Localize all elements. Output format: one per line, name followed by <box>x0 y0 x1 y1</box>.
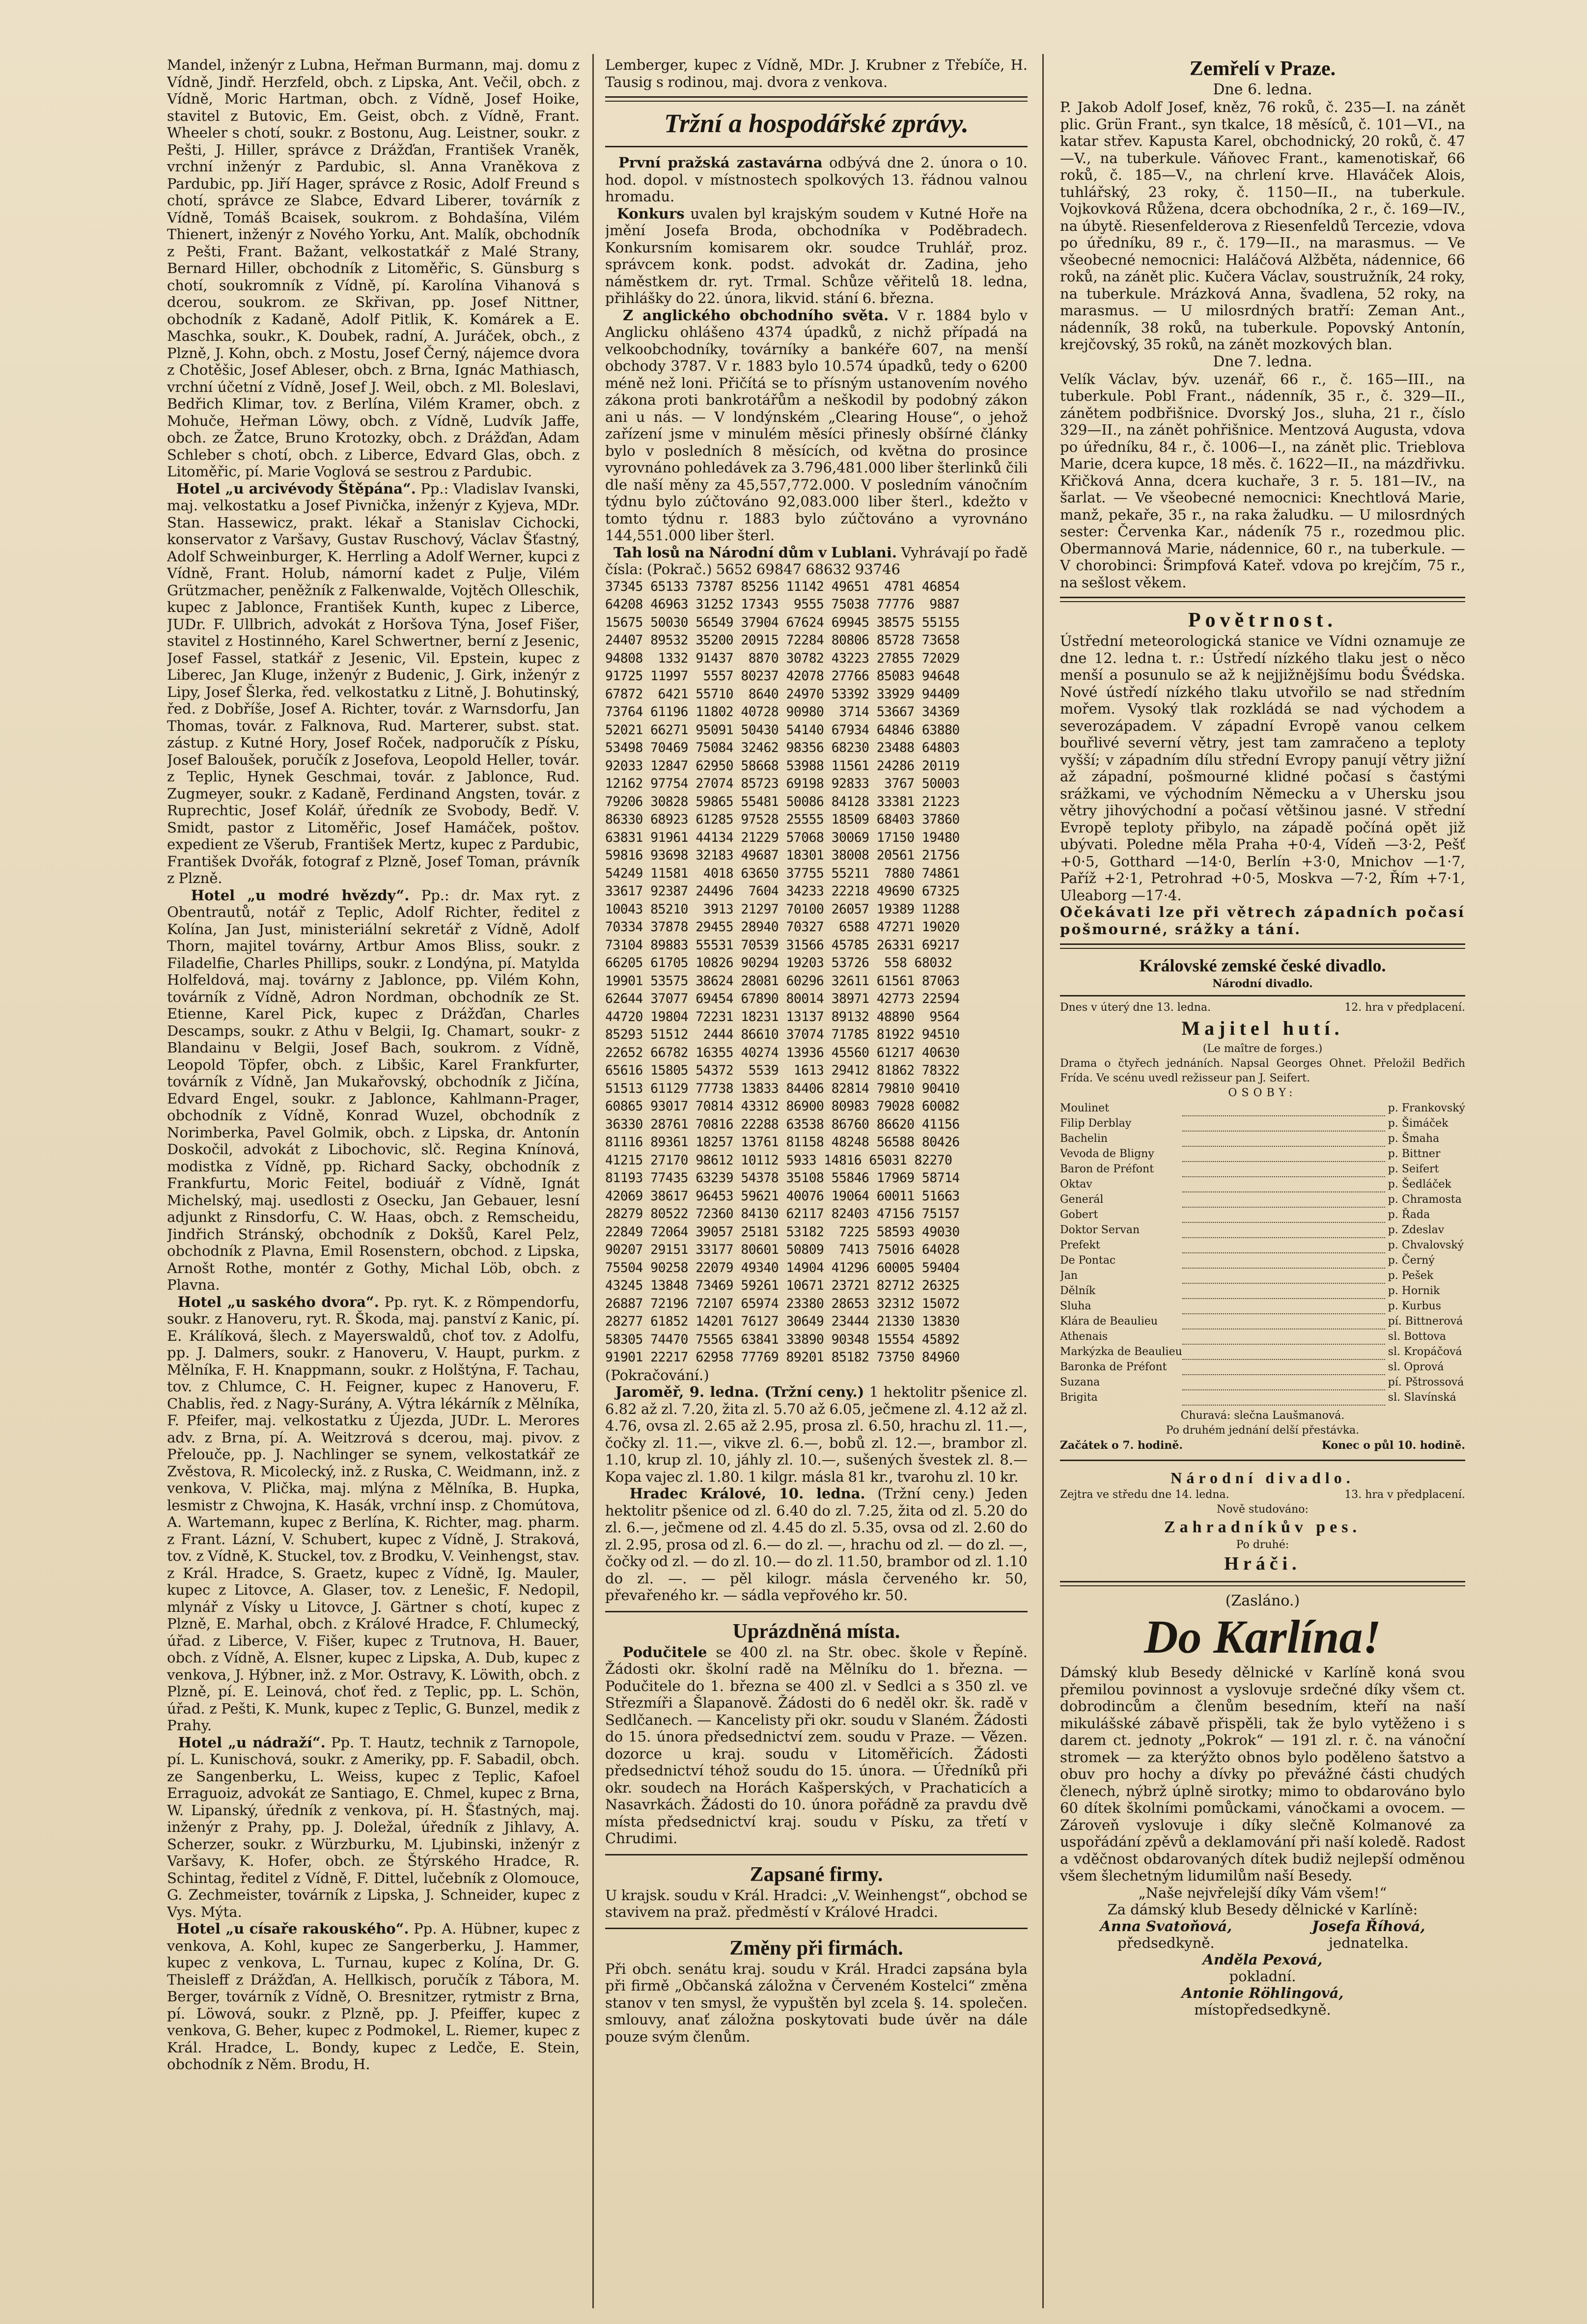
dot-leader <box>1182 1329 1385 1344</box>
lottery-row: 43245 13848 73469 59261 10671 23721 82712 26325 <box>605 1278 960 1293</box>
cast-actor: sl. Oprová <box>1388 1361 1444 1373</box>
news-item <box>605 1383 1028 1485</box>
cast-row <box>1060 1222 1465 1238</box>
cast-actor: p. Šedláček <box>1388 1178 1451 1190</box>
lottery-row: 22652 66782 16355 40274 13936 45560 61217 40630 <box>605 1045 960 1060</box>
news-item-text: se 400 zl. na Str. obec. škole v Řepíně. Žádosti okr. školní radě na Mělníku do 1. března. — Podučitele do 1. března se 400 zl. v Sedlci a s 350 zl. ve Střezmíři a Šlapanově. Žádosti do 6 neděl okr. šk. radě v Sedlčanech. — Kancelisty při okr. soudu v Slaném. Žádosti do 15. února předsednictví zem. soudu v Praze. — Vězen. dozorce u kraj. soudu v Litoměřicích. Žádosti předsednictví téhož soudu do 15. února. — Úředníků při okr. soudech na Horách Kašperských, v Prachaticích a Nasavrkách. Žádosti do 10. února pořádně za pravdu dvě místa předsednictví kraj. soudu v Písku, za třetí v Chrudimi. <box>605 1643 1028 1847</box>
hotel-guests: Pp. A. Hübner, kupec z venkova, A. Kohl, kupec ze Sangerberku, J. Hammer, kupec z venkova, L. Turnau, kupec z Kolína, Dr. G. Theisleff z Drážďan, A. Hellkisch, poručík z Tábora, M. Berger, továrník z Vídně, O. Bresnitzer, rytmistr z Brna, pí. Löwová, soukr. z Plzně, pp. J. Pfeiffer, kupec z venkova, G. Beher, kupec z Podmokel, L. Riemer, kupec z Král. Hradce, L. Bondy, kupec z Ledče, E. Stein, obchodník z Něm. Brodu, H. <box>167 1920 580 2073</box>
theatre-subheading: Národní divadlo. <box>1212 977 1313 990</box>
deaths-list: P. Jakob Adolf Josef, kněz, 76 roků, č. 235—I. na zánět plic. Grün Frant., syn tkalce, 18 měsíců, č. 101—VI., na katar střev. Kapusta Karel, obchodnický, 20 roků, č. 47—V., na tuberkule. Váňovec Frant., kamenotiskař, 66 roků, č. 185—V., na chrlení krve. Hlaváček Alois, tuhlářský, 23 roky, č. 1150—II., na tuberkule. Vojkovková Růžena, dcera obchodníka, 2 r., č. 169—IV., na úbytě. Riesenfelderova z Riesenfeldů Tercezie, vdova po úředníku, 89 r., č. 179—II., na marasmus. — Ve všeobecné nemocnici: Haláčová Alžběta, nádennice, 66 roků, na zánět plic. Kučera Václav, soustružník, 24 roky, na tuberkule. Mrázková Anna, švadlena, 52 roky, na marasmus. — U milosrdných bratří: Zeman Ant., nádenník, 38 roků, na tuberkule. Popovský Antonín, krejčovský, 35 roků, na zánět mozkových blan. <box>1060 99 1465 353</box>
lottery-row: 67872 6421 55710 8640 24970 53392 33929 94409 <box>605 686 960 702</box>
sent-in-label: (Zasláno.) <box>1225 1592 1300 1609</box>
cast-actor: p. Bittner <box>1388 1148 1441 1160</box>
second-play-title: Zahradníkův pes. <box>1164 1518 1361 1536</box>
cast-actor: p. Zdeslav <box>1388 1224 1445 1236</box>
dot-leader <box>1182 1192 1385 1207</box>
cast-role: Markýzka de Beaulieu <box>1060 1346 1182 1358</box>
play-description: Drama o čtyřech jednáních. Napsal Georges Ohnet. Přeložil Bedřich Frída. Ve scénu uvedl režisseur pan J. Seifert. <box>1060 1057 1465 1084</box>
section-divider <box>1060 943 1465 949</box>
cast-actor: pí. Bittnerová <box>1388 1315 1463 1328</box>
cast-row <box>1060 1116 1465 1131</box>
cast-role: Baron de Préfont <box>1060 1163 1154 1175</box>
lottery-row: 66205 61705 10826 90294 19203 53726 558 68032 <box>605 955 952 970</box>
dot-leader <box>1182 1177 1385 1192</box>
cast-actor: sl. Bottova <box>1388 1330 1446 1343</box>
guest-list-continuation: Lemberger, kupec z Vídně, MDr. J. Krubner z Třebíče, H. Tausig s rodinou, maj. dvora z venkova. <box>605 56 1028 90</box>
cast-actor: pí. Pštrossová <box>1388 1376 1464 1388</box>
hotel-name: Hotel „u saského dvora“. <box>177 1293 379 1310</box>
cast-row <box>1060 1101 1465 1116</box>
cast-row <box>1060 1359 1465 1375</box>
lottery-row: 58305 74470 75565 63841 33890 90348 15554 45892 <box>605 1331 960 1347</box>
cast-role: Oktav <box>1060 1178 1092 1190</box>
lottery-row: 62644 37077 69454 67890 80014 38971 42773 22594 <box>605 991 960 1006</box>
lottery-row: 92033 12847 62950 58668 53988 11561 24286 20119 <box>605 758 960 774</box>
cast-role: Baronka de Préfont <box>1060 1361 1167 1373</box>
dot-leader <box>1182 1116 1385 1131</box>
section-heading-firms: Zapsané firmy. <box>750 1863 883 1886</box>
news-item <box>605 154 1028 205</box>
cast-list <box>1060 1101 1465 1406</box>
hotel-name: Hotel „u arcivévody Štěpána“. <box>176 480 416 497</box>
signatory-role: pokladní. <box>1229 1967 1296 1985</box>
news-item-title: Tah losů na Národní dům v Lublani. <box>613 544 897 561</box>
cast-row <box>1060 1375 1465 1390</box>
signatory-role: místopředsedkyně. <box>1194 2001 1331 2018</box>
section-divider <box>605 1611 1028 1612</box>
dot-leader <box>1182 1268 1385 1283</box>
news-item-title: Hradec Králové, 10. ledna. <box>629 1485 865 1502</box>
dot-leader <box>1182 1375 1385 1390</box>
news-item <box>605 307 1028 544</box>
news-item-text: Při obch. senátu kraj. soudu v Král. Hradci zapsána byla při firmě „Občanská záložna v Červeném Kostelci“ změna stanov v ten smysl, že vypuštěn byl zcela §. 14. společen. smlouvy, anať záložna poskytovati bude úvěr na dále pouze svým členům. <box>605 1960 1028 2045</box>
lottery-row: 41215 27170 98612 10112 5933 14816 65031 82270 <box>605 1152 952 1168</box>
dot-leader <box>1182 1162 1385 1177</box>
cast-actor: p. Chvalovský <box>1388 1239 1464 1251</box>
dot-leader <box>1182 1359 1385 1375</box>
cast-role: Vevoda de Bligny <box>1060 1148 1154 1160</box>
column-rule <box>592 54 594 2308</box>
lottery-row: 94808 1332 91437 8870 30782 43223 27855 72029 <box>605 650 960 666</box>
column-rule <box>1042 54 1044 2308</box>
cast-role: Sluha <box>1060 1300 1091 1312</box>
cast-row <box>1060 1192 1465 1207</box>
cast-row <box>1060 1299 1465 1314</box>
club-signature-line: Za dámský klub Besedy dělnické v Karlíně: <box>1107 1901 1418 1918</box>
lottery-row: 85293 51512 2444 86610 37074 71785 81922 94510 <box>605 1027 960 1042</box>
news-item-text: V r. 1884 bylo v Anglicku ohlášeno 4374 úpadků, z nichž případá na velkoobchodníky, továrníky a bankéře 607, na menší obchody 3787. V r. 1883 bylo 10.574 úpadků, tedy o 6200 méně než loni. Přičítá se to přísným ustanovením nového zákona proti bankrotářům a neškodil by podobný zákon ani u nás. — V londýnském „Clearing House“, o jehož zařízení jsme v minulém měsíci přinesly obšírné články bylo v posledních 8 měsících, od května do prosince vyrovnáno pohledávek za 3.796,481.000 liber šterlinků čili dle naší měny za 45,557,772.000. V posledním vánočním týdnu bylo zúčtováno 92,083.000 liber šterl., kdežto v tomto týdnu r. 1883 bylo zúčtováno a vyrovnáno 144,551.000 liber šterl. <box>605 306 1028 544</box>
lottery-row: 70334 37878 29455 28940 70327 6588 47271 19020 <box>605 919 960 935</box>
signature-block <box>1312 1918 1425 1951</box>
lottery-row: 65616 15805 54372 5539 1613 29412 81862 78322 <box>605 1063 960 1078</box>
newly-studied-label: Nově studováno: <box>1217 1503 1309 1516</box>
dot-leader <box>1182 1299 1385 1314</box>
dot-leader <box>1182 1207 1385 1222</box>
subscription-note: 12. hra v předplacení. <box>1344 1001 1465 1014</box>
lottery-row: 33617 92387 24496 7604 34233 22218 49690 67325 <box>605 884 960 899</box>
lottery-row: 90207 29151 33177 80601 50809 7413 75016 64028 <box>605 1242 960 1257</box>
guest-list-paragraph: Mandel, inženýr z Lubna, Heřman Burmann, maj. domu z Vídně, Jindř. Herzfeld, obch. z Lipska, Ant. Večil, obch. z Vídně, Moric Hartman, obch. z Vídně, Josef Hoike, stavitel z Butovic, Em. Geist, obch. z Vídně, Frant. Wheeler s chotí, soukr. z Bostonu, Aug. Leistner, soukr. z Pešti, J. Hiller, správce z Drážďan, František Vraněk, vrchní inženýr z Pardubic, sl. Anna Vraněkova z Pardubic, pp. Jiří Hager, správce z Rosic, Adolf Freund s chotí, správce ze Slabce, Edvard Liberer, továrník z Vídně, Tomáš Bcaisek, soukrom. z Bohdašína, Vilém Thienert, inženýr z Nového Yorku, Ant. Malík, obchodník z Pešti, Frant. Bažant, velkostatkář z Malé Strany, Bernard Hiller, obchodník z Litoměřic, S. Günsburg s chotí, soukromník z Vídně, pí. Karolína Vihanová s dcerou, soukrom. ze Skřivan, pp. Josef Nittner, obchodník z Kadaně, Adolf Pitlik, K. Komárek a E. Maschka, soukr., K. Doubek, radní, A. Juráček, obch., z Plzně, J. Kohn, obch. z Mostu, Josef Černý, nájemce dvora z Chotěšic, Josef Ableser, obch. z Brna, Ignác Mathiasch, vrchní účetní z Vídně, Josef J. Weil, obch. z Ml. Boleslavi, Bedřich Klimar, tov. z Berlína, Vilém Kramer, obch. z Mohuče, Heřman Löwy, obch. z Vídně, Ludvík Jaffe, obch. ze Žatce, Bruno Krotozky, obch. z Drážďan, Adam Schleber s chotí, obch. z Liberce, Edvard Glas, obch. z Litoměřic, pí. Marie Voglová se sestrou z Pardubic. <box>167 56 580 480</box>
lottery-row: 26887 72196 72107 65974 23380 28653 32312 15072 <box>605 1296 960 1311</box>
cast-row <box>1060 1268 1465 1283</box>
cast-actor: p. Pešek <box>1388 1270 1434 1282</box>
dot-leader <box>1182 1314 1385 1329</box>
hotel-name: Hotel „u císaře rakouského“. <box>176 1920 409 1937</box>
end-time: Konec o půl 10. hodině. <box>1321 1439 1465 1452</box>
weather-report: Ústřední meteorologická stanice ve Vídni oznamuje ze dne 12. ledna t. r.: Ústředí nízkého tlaku jest o něco menší a posunulo se až k nejjižnějšímu bodu Švédska. Nové ústředí nízkého tlaku utvořilo se nad středním mořem. Vysoký tlak rozkládá se nad východem a severozápadem. V západní Evropě vanou celkem bouřlivé severní větry, jest tam zamračeno a teploty vyšší; v západním dílu střední Evropy panují větry jižní až západní, pošmourné klidné počasí s častými srážkami, ve východním Německu a v Uhersku jsou větry jihovýchodní a počasí většinou jasné. V střední Evropě teploty přibylo, na západě počíná opět již ubývati. Poledne měla Praha +0·4, Vídeň —3·2, Pešť +0·5, Gotthard —14·0, Berlín +3·0, Mnichov —1·7, Paříž +2·1, Petrohrad +0·5, Moskva —7·2, Řím +7·1, Uleaborg —17·4. <box>1060 633 1465 904</box>
cast-role: Bachelin <box>1060 1133 1108 1145</box>
national-theatre-subscription: 13. hra v předplacení. <box>1344 1489 1465 1501</box>
play-original-title: (Le maître de forges.) <box>1202 1043 1323 1055</box>
hotel-guests: Pp.: Vladislav Ivanski, maj. velkostatku a Josef Pivnička, inženýr z Kyjeva, MDr. Stan. Hassewicz, prakt. lékař a Stanislav Cichocki, konservator z Varšavy, Gustav Ruschový, Václav Šťastný, Adolf Schweinburger, K. Herrling a Adolf Werner, kupci z Vídně, Frant. Holub, námorní kadet z Pulje, Vilém Grützmacher, peněžník z Falkenwalde, Vojtěch Olleschik, kupec z Jablonce, František Kunth, kupec z Liberce, JUDr. F. Ullbrich, advokát z Horšova Týna, Josef Fišer, stavitel z Hostinného, Karel Schwertner, berní z Jesenic, Josef Fassel, statkář z Jesenic, Vil. Epstein, kupec z Liberec, Jan Kluge, inženýr z Budenic, J. Girk, inženýr z Lipy, Josef Šlerka, řed. velkostatku z Litně, J. Bohutinský, řed. z Dobříše, Josef A. Richter, továr. z Warnsdorfu, Jan Thomas, továr. z Falknova, Rud. Marterer, subst. stat. zástup. z Kutné Hory, Josef Roček, nadporučík z Písku, Josef Baloušek, poručík z Josefova, Leopold Heller, továr. z Teplic, Hynek Geschmai, továr. z Jablonce, Rud. Zugmeyer, soukr. z Kadaně, Ferdinand Angsten, továr. z Ruprechtic, Josef Kolář, úředník ze Svobody, Bedř. V. Smidt, pastor z Litoměřic, Josef Hamáček, poštov. expedient ze Všerub, František Mertz, kupec z Pardubic, František Dvořák, fotograf z Plzně, Josef Toman, právník z Plzně. <box>167 480 580 886</box>
section-divider <box>605 1854 1028 1855</box>
deaths-list: Velík Václav, býv. uzenář, 66 r., č. 165—III., na tuberkule. Pobl Frant., nádenník, 35 r., č. 329—II., zánětem podbřišnice. Dvorský Jos., sluha, 21 r., číslo 329—II., na zánět pohřišnice. Mentzová Augusta, vdova po úředníku, 84 r., č. 1006—I., na zánět plic. Trieblova Marie, dcera kupce, 18 měs. č. 1622—II., na mázdřivku. Křičková Anna, dcera kuchaře, 3 r. 5. 181—IV., na šarlat. — Ve všeobecné nemocnici: Knechtlová Marie, manž, pekaře, 35 r., na raka žaludku. — U milosrdných sester: Červenka Kar., nádeník 75 r., rozedmou plic. Obermannová Marie, nádennice, 60 r., na tuberkule. — V chorobinci: Šrimpfová Kateř. vdova po krejčím, 75 r., na sešlost věkem. <box>1060 370 1465 591</box>
section-divider <box>605 1928 1028 1929</box>
lottery-row: 79206 30828 59865 55481 50086 84128 33381 21223 <box>605 794 960 809</box>
cast-actor: p. Hornik <box>1388 1285 1440 1297</box>
lottery-row: 91725 11997 5557 80237 42078 27766 85083 94648 <box>605 668 960 684</box>
lottery-row: 36330 28761 70816 22288 63538 86760 86620 41156 <box>605 1116 960 1132</box>
news-item-title: Podučitele <box>622 1643 707 1660</box>
cast-note: Churavá: slečna Laušmanová. <box>1180 1410 1345 1422</box>
theatre-heading: Královské zemské české divadlo. <box>1139 956 1386 975</box>
lottery-continued: (Pokračování.) <box>605 1366 709 1383</box>
news-item <box>605 205 1028 307</box>
thanks-notice: Dámský klub Besedy dělnické v Karlíně koná svou přemilou povinnost a vyslovuje srdečné díky všem ct. dobrodincům a členům besedním, kteří na naší mikulášské zábavě přispěli, tak že bylo vytěženo i s darem ct. jednoty „Pokrok“ — 191 zl. r. č. na vánoční stromek — za kterýžto obnos bylo poděleno šatstvo a obuv pro hochy a dívky po převážné části chudých členech, nýbrž úplně sirotky; mimo to obdarováno bylo 60 dítek školními pomůckami, vánočkami a ovocem. — Zároveň vyslovuje i díky slečně Kolmanové za uspořádání zpěvů a deklamování při naší koledě. Radost a vděčnost obdarovaných dítek budiž nejlepší odměnou všem šlechetným lidumilům naší Besedy. <box>1060 1664 1465 1884</box>
cast-role: De Pontac <box>1060 1254 1116 1267</box>
news-item <box>605 1644 1028 1847</box>
cast-actor: p. Řada <box>1388 1209 1430 1221</box>
cast-actor: sl. Kropáčová <box>1388 1346 1462 1358</box>
signatory-name: Josefa Říhová, <box>1312 1917 1425 1935</box>
cast-actor: p. Kurbus <box>1388 1300 1442 1312</box>
news-item-text: (Tržní ceny.) Jeden hektolitr pšenice od zl. 6.40 do zl. 7.25, žita od zl. 5.20 do zl. 6.—, ječmene od zl. 4.45 do zl. 5.35, ovsa od zl. 2.60 do zl. 2.95, prosa od zl. 6.— do zl. —, hrachu od zl. — do zl. —, čočky od zl. — do zl. 10.— do zl. 11.50, brambor od zl. 1.10 do zl. —. — pěl kilogr. másla červeného kr. 50, převařeného kr. — sádla vepřového kr. 50. <box>605 1485 1028 1604</box>
section-divider <box>1060 1581 1465 1586</box>
column-deaths-weather-theatre <box>1060 56 1465 2306</box>
news-item <box>605 1485 1028 1604</box>
cast-actor: p. Šimáček <box>1388 1117 1448 1130</box>
lottery-first-numbers: 5652 69847 68632 93746 <box>716 561 900 578</box>
persons-heading: OSOBY: <box>1228 1087 1297 1099</box>
start-time: Začátek o 7. hodině. <box>1060 1439 1183 1452</box>
dot-leader <box>1182 1344 1385 1359</box>
hotel-name: Hotel „u nádraží“. <box>178 1734 326 1751</box>
cast-role: Moulinet <box>1060 1102 1110 1114</box>
lottery-row: 28279 80522 72360 84130 62117 82403 47156 75157 <box>605 1206 960 1221</box>
cast-role: Prefekt <box>1060 1239 1100 1251</box>
hotel-guests: Pp. T. Hautz, technik z Tarnopole, pí. L. Kunischová, soukr. z Ameriky, pp. F. Sabadil, obch. ze Sangenberku, L. Weiss, kupec z Teplic, Kafoel Erraguoiz, advokát ze Santiago, E. Chmel, kupec z Brna, W. Lipanský, úředník z venkova, pí. H. Šťastných, maj. inženýr z Prahy, pp. J. Doležal, úředník z Jihlavy, A. Scherzer, soukr. z Würzburku, M. Ljubinski, inženýr z Varšavy, K. Hofer, obch. ze Štýrského Hradce, R. Schintag, ředitel z Vídně, F. Dittel, lučebník z Olomouce, G. Zechmeister, továrník z Lipska, J. Schneider, kupec z Vys. Mýta. <box>167 1734 580 1920</box>
lottery-row: 81193 77435 63239 54378 35108 55846 17969 58714 <box>605 1170 960 1186</box>
date-subheading: Dne 7. ledna. <box>1213 353 1312 370</box>
lottery-row: 73764 61196 11802 40728 90980 3714 53667 34369 <box>605 704 960 719</box>
lottery-row: 60865 93017 70814 43312 86900 80983 79028 60082 <box>605 1099 960 1114</box>
showtime-row <box>1060 1438 1465 1453</box>
lottery-row: 53498 70469 75084 32462 98356 68230 23488 64803 <box>605 740 960 755</box>
signatory-name: Anděla Pexová, <box>1202 1951 1323 1968</box>
cast-row <box>1060 1344 1465 1359</box>
cast-role: Jan <box>1060 1270 1078 1282</box>
lottery-row: 37345 65133 73787 85256 11142 49651 4781 46854 <box>605 579 960 594</box>
dot-leader <box>1182 1283 1385 1299</box>
cast-actor: p. Seifert <box>1388 1163 1439 1175</box>
news-item-text: 1 hektolitr pšenice zl. 6.82 až zl. 7.20, žita zl. 5.70 až 6.05, ječmene zl. 4.12 až zl. 4.76, ovsa zl. 2.65 až 2.95, prosa zl. 6.50, hrachu zl. 11.—, čočky zl. 11.—, vikve zl. 6.—, bobů zl. 12.—, brambor zl. 1.10, krup zl. 10, jáhly zl. 10.—, sušených švestek zl. 8.— Kopa vajec zl. 1.80. 1 kilgr. másla 81 kr., tvarohu zl. 10 kr. <box>605 1383 1028 1485</box>
national-theatre-heading: Národní divadlo. <box>1170 1469 1355 1487</box>
intermission-note: Po druhém jednání delší přestávka. <box>1166 1424 1360 1437</box>
lottery-row: 51513 61129 77738 13833 84406 82814 79810 90410 <box>605 1080 960 1096</box>
lottery-row: 91901 22217 62958 77769 89201 85182 73750 84960 <box>605 1350 960 1365</box>
hotel-entry <box>167 887 580 1294</box>
news-item-title: Jaroměř, 9. ledna. (Tržní ceny.) <box>615 1383 864 1400</box>
cast-row <box>1060 1131 1465 1146</box>
section-heading-changes: Změny při firmách. <box>729 1937 903 1960</box>
lottery-row: 63831 91961 44134 21229 57068 30069 17150 19480 <box>605 830 960 845</box>
cast-row <box>1060 1238 1465 1253</box>
hotel-entry <box>167 480 580 887</box>
cast-actor: p. Černý <box>1388 1254 1435 1267</box>
date-subheading: Dne 6. ledna. <box>1213 81 1312 98</box>
lottery-row: 12162 97754 27074 85723 69198 92833 3767 50003 <box>605 776 960 791</box>
lottery-row: 75504 90258 22079 49340 14904 41296 60005 59404 <box>605 1260 960 1275</box>
section-heading-jobs: Uprázdněná místa. <box>732 1620 900 1643</box>
section-divider <box>1060 597 1465 602</box>
news-item <box>605 544 1028 578</box>
news-item-text: uvalen byl krajským soudem v Kutné Hoře na jmění Josefa Broda, obchodníka v Poděbradech. Konkursním komisarem okr. soudce Truhlář, proz. správcem konk. podst. advokát dr. Zadina, jeho náměstkem dr. ryt. Trmal. Schůze věřitelů 18. ledna, přihlášky do 22. února, likvid. stání 6. března. <box>605 205 1028 306</box>
section-divider <box>1060 1460 1465 1461</box>
cast-role: Gobert <box>1060 1209 1098 1221</box>
lottery-row: 81116 89361 18257 13761 81158 48248 56588 80426 <box>605 1134 960 1150</box>
national-theatre-date: Zejtra ve středu dne 14. ledna. <box>1060 1489 1229 1501</box>
play-title: Majitel hutí. <box>1181 1017 1344 1039</box>
cast-role: Generál <box>1060 1193 1104 1206</box>
signatory-role: předsedkyně. <box>1117 1934 1215 1951</box>
section-divider <box>605 96 1028 102</box>
cast-row <box>1060 1162 1465 1177</box>
cast-actor: p. Šmaha <box>1388 1133 1440 1145</box>
hotel-entry <box>167 1294 580 1734</box>
lottery-row: 42069 38617 96453 59621 40076 19064 60011 51663 <box>605 1188 960 1204</box>
lottery-row: 44720 19804 72231 18231 13137 89132 48890 9564 <box>605 1009 960 1024</box>
cast-row <box>1060 1253 1465 1268</box>
weather-forecast: Očekávati lze při větrech západních počasí pošmourné, srážky a tání. <box>1060 904 1465 938</box>
lottery-row: 64208 46963 31252 17343 9555 75038 77776 9887 <box>605 597 960 612</box>
column-market-news <box>605 56 1028 2306</box>
hotel-entry <box>167 1920 580 2073</box>
cast-actor: sl. Slavínská <box>1388 1391 1456 1404</box>
cast-row <box>1060 1207 1465 1222</box>
signatory-name: Antonie Röhlingová, <box>1181 1984 1344 2001</box>
lottery-row: 52021 66271 95091 50430 54140 67934 64846 63880 <box>605 722 960 738</box>
national-theatre-date-row <box>1060 1488 1465 1502</box>
dot-leader <box>1182 1222 1385 1238</box>
hotel-entry <box>167 1734 580 1921</box>
cast-role: Dělník <box>1060 1285 1096 1297</box>
section-divider <box>605 146 1028 147</box>
dot-leader <box>1182 1101 1385 1116</box>
news-item-title: Z anglického obchodního světa. <box>623 306 889 324</box>
lottery-row: 54249 11581 4018 63650 37755 55211 7880 74861 <box>605 865 960 881</box>
section-heading-weather: Povětrnost. <box>1188 609 1337 632</box>
cast-role: Suzana <box>1060 1376 1100 1388</box>
dot-leader <box>1182 1390 1385 1405</box>
column-hotel-guests <box>167 56 580 2306</box>
third-play-title: Hráči. <box>1224 1553 1301 1574</box>
cast-role: Athenais <box>1060 1330 1108 1343</box>
lottery-row: 73104 89883 55531 70539 31566 45785 26331 69217 <box>605 937 960 953</box>
cast-role: Filip Derblay <box>1060 1117 1132 1130</box>
section-heading-deaths: Zemřelí v Praze. <box>1189 57 1336 80</box>
news-item-text: Vyhrávají po řadě čísla: (Pokrač.) <box>605 544 1028 578</box>
cast-role: Doktor Servan <box>1060 1224 1140 1236</box>
news-item-title: Konkurs <box>616 205 685 222</box>
cast-row <box>1060 1329 1465 1344</box>
dot-leader <box>1182 1146 1385 1162</box>
section-divider <box>1060 995 1465 996</box>
thanks-quote: „Naše nejvřelejší díky Vám všem!“ <box>1138 1884 1387 1901</box>
cast-role: Klára de Beaulieu <box>1060 1315 1158 1328</box>
news-item-title: První pražská zastavárna <box>618 154 823 171</box>
cast-actor: p. Chramosta <box>1388 1193 1462 1206</box>
cast-row <box>1060 1146 1465 1162</box>
cast-row <box>1060 1390 1465 1405</box>
lottery-row: 15675 50030 56549 37904 67624 69945 38575 55155 <box>605 614 960 630</box>
lottery-row: 19901 53575 38624 28081 60296 32611 61561 87063 <box>605 973 960 989</box>
karlin-headline: Do Karlína! <box>1144 1610 1381 1663</box>
cast-role: Brigita <box>1060 1391 1098 1404</box>
news-item-text: odbývá dne 2. února o 10. hod. dopol. v místnostech spolkových 13. řádnou valnou hromadu. <box>605 154 1028 205</box>
section-heading-market: Tržní a hospodářské zprávy. <box>664 109 969 138</box>
lottery-row: 59816 93698 32183 49687 18301 38008 20561 21756 <box>605 848 960 863</box>
dot-leader <box>1182 1253 1385 1268</box>
hotel-name: Hotel „u modré hvězdy“. <box>191 886 410 904</box>
dot-leader <box>1182 1238 1385 1253</box>
lottery-row: 10043 85210 3913 21297 70100 26057 19389 11288 <box>605 901 960 917</box>
lottery-row: 22849 72064 39057 25181 53182 7225 58593 49030 <box>605 1224 960 1240</box>
hotel-guests: Pp. ryt. K. z Römpendorfu, soukr. z Hanoveru, ryt. R. Škoda, maj. panství z Kanic, pí. E. Králíková, šlech. z Mayerswaldů, choť tov. z Adolfu, pp. J. Dalmers, soukr. z Hanoveru, V. Haupt, purkm. z Mělníka, F. H. Knappmann, soukr. z Holštýna, F. Tachau, tov. z Chlumce, C. H. Feigner, kupec z Hanoveru, F. Chablis, řed. z Nagy-Surány, A. Výtra lékárník z Mělníka, F. Pfeifer, maj. velkostatku z Újezda, JUDr. L. Merores adv. z Brna, pí. A. Weitzrová s dcerou, maj. pivov. z Přelouče, pp. J. Nachlinger se synem, velkostatkář ze Zvěstova, R. Micolecký, inž. z Ruska, C. Weidmann, inž. z venkova, V. Plička, maj. mlýna z Mělníka, B. Hupka, lesmistr z Chwojna, K. Hasák, vrchní insp. z Chomútova, A. Wartemann, kupec z Berlína, K. Richter, mag. pharm. z Frant. Lázní, V. Schubert, kupec z Vídně, J. Straková, tov. z Vídně, K. Stuckel, tov. z Brodku, V. Veinhengst, stav. z Král. Hradce, S. Graetz, kupec z Vídně, Ig. Mauler, kupec z Litovce, A. Glaser, tov. z Lenešic, F. Nedopil, mlynář z Vísky u Litovce, J. Gärtner s chotí, kupec z Plzně, E. Marhal, obch. z Králové Hradce, F. Chlumecký, úřad. z Liberce, V. Fišer, kupec z Trutnova, H. Bauer, obch. z Vídně, A. Elsner, kupec z Lipska, A. Dub, kupec z venkova, J. Hýbner, inž. z Mor. Ostravy, K. Löwith, obch. z Plzně, pí. E. Leinová, choť řed. z Teplic, pp. L. Schön, úřad. z Pešti, K. Munk, kupec z Teplic, G. Bunzel, medik z Prahy. <box>167 1293 580 1734</box>
signatory-name: Anna Svatoňová, <box>1100 1917 1232 1935</box>
dot-leader <box>1182 1131 1385 1146</box>
theatre-date-row <box>1060 1000 1465 1015</box>
cast-actor: p. Frankovský <box>1388 1102 1465 1114</box>
cast-row <box>1060 1283 1465 1299</box>
signature-block <box>1100 1918 1232 1951</box>
lottery-row: 24407 89532 35200 20915 72284 80806 85728 73658 <box>605 633 960 648</box>
signatures-row <box>1060 1918 1465 1951</box>
cast-row <box>1060 1314 1465 1329</box>
signatory-role: jednatelka. <box>1328 1934 1409 1951</box>
cast-row <box>1060 1177 1465 1192</box>
hotel-guests: Pp.: dr. Max ryt. z Obentrautů, notář z Teplic, Adolf Richter, ředitel z Kolína, Jan Just, ministeriální sekretář z Vídně, Adolf Thorn, majitel továrny, Artbur Amos Bliss, soukr. z Filadelfie, Charles Phillips, soukr. z Londýna, pí. Matylda Holfeldová, maj. továrny z Jablonce, pp. Vilém Kohn, továrník z Vídně, Adron Nordman, obchodník ze St. Etienne, Karel Pick, kupec z Drážďan, Charles Descamps, soukr. z Athu v Belgii, Ig. Chamart, soukr- z Blandainu v Belgii, Josef Bach, soukrom. z Vídně, Leopold Töpfer, obch. z Libšic, Karel Frankfurter, továrník z Vídně, Jan Mukařovský, obchodník z Jičína, Edvard Engel, soukr. z Jablonce, Kahlmann-Prager, obchodník z Vídně, Konrad Wuzel, obchodník z Norimberka, Pavel Golmik, obch. z Lipska, dr. Antonín Doskočil, advokát z Libochovic, slč. Regina Knínová, modistka z Vídně, pp. Richard Sacky, obchodník z Frankfurtu, Moric Feitel, bodiuář z Vídně, Ignát Michelský, maj. usedlosti z Osecku, Jan Gebauer, lesní adjunkt z Rinsdorfu, C. W. Haas, obch. z Remscheidu, Jindřich Stránský, obchodník z Dokšů, Karel Pelz, obchodník z Plavna, Emil Rosenstern, obchod. z Lipska, Arnošt Rothe, montér z Gothy, Michal Löb, obch. z Plavna. <box>167 886 580 1293</box>
news-item-text: U krajsk. soudu v Král. Hradci: „V. Weinhengst“, obchod se stavivem na praž. předměstí v Králové Hradci. <box>605 1886 1028 1920</box>
second-time-label: Po druhé: <box>1236 1539 1289 1551</box>
theatre-date: Dnes v úterý dne 13. ledna. <box>1060 1001 1211 1014</box>
lottery-number-table <box>605 578 1028 1367</box>
lottery-row: 86330 68923 61285 97528 25555 18509 68403 37860 <box>605 812 960 827</box>
lottery-row: 28277 61852 14201 76127 30649 23444 21330 13830 <box>605 1314 960 1329</box>
